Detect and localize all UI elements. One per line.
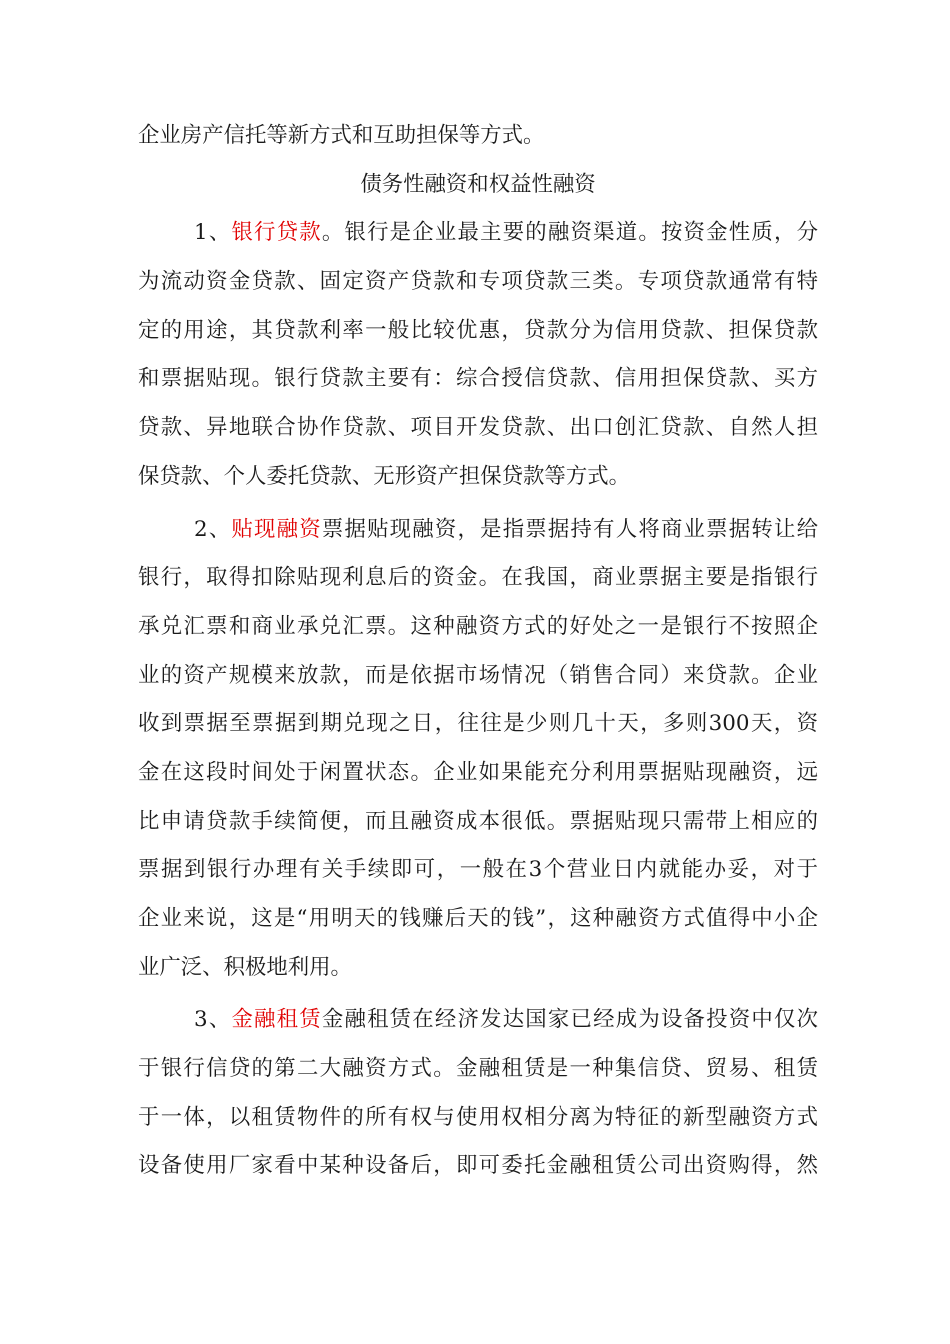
section3-line: 于一体，以租赁物件的所有权与使用权相分离为特征的新型融资方式 bbox=[138, 1104, 818, 1130]
section2-line: 收到票据至票据到期兑现之日，往往是少则几十天，多则300天，资 bbox=[138, 711, 818, 737]
section3-line: 于银行信贷的第二大融资方式。金融租赁是一种集信贷、贸易、租赁 bbox=[138, 1056, 818, 1082]
section3-number: 3、 bbox=[194, 1007, 232, 1033]
section2-line: 企业来说，这是“用明天的钱赚后天的钱”，这种融资方式值得中小企 bbox=[138, 906, 818, 931]
section1-first-line-text: 。银行是企业最主要的融资渠道。按资金性质，分 bbox=[321, 220, 818, 246]
section2-first-line bbox=[138, 506, 818, 555]
section1-line: 为流动资金贷款、固定资产贷款和专项贷款三类。专项贷款通常有特 bbox=[138, 269, 818, 295]
section1-first-line bbox=[138, 209, 818, 258]
section1-line: 贷款、异地联合协作贷款、项目开发贷款、出口创汇贷款、自然人担 bbox=[138, 415, 818, 441]
section1-line: 和票据贴现。银行贷款主要有：综合授信贷款、信用担保贷款、买方 bbox=[138, 366, 818, 392]
section2-line: 票据到银行办理有关手续即可，一般在3个营业日内就能办妥，对于 bbox=[138, 857, 818, 883]
section3-line: 设备使用厂家看中某种设备后，即可委托金融租赁公司出资购得，然 bbox=[138, 1153, 818, 1179]
section2-term: 贴现融资 bbox=[231, 516, 322, 542]
section2-first-line-text: 票据贴现融资，是指票据持有人将商业票据转让给 bbox=[321, 516, 818, 542]
section-heading: 债务性融资和权益性融资 bbox=[360, 171, 596, 197]
section2-line: 银行，取得扣除贴现利息后的资金。在我国，商业票据主要是指银行 bbox=[138, 565, 818, 591]
section2-line: 业广泛、积极地利用。 bbox=[138, 954, 352, 980]
section1-line: 定的用途，其贷款利率一般比较优惠，贷款分为信用贷款、担保贷款 bbox=[138, 317, 818, 343]
section3-first-line bbox=[138, 996, 818, 1045]
section3-first-line-text: 金融租赁在经济发达国家已经成为设备投资中仅次 bbox=[321, 1007, 818, 1033]
intro-line: 企业房产信托等新方式和互助担保等方式。 bbox=[138, 123, 545, 148]
section2-line: 金在这段时间处于闲置状态。企业如果能充分利用票据贴现融资，远 bbox=[138, 759, 818, 785]
section2-line: 业的资产规模来放款，而是依据市场情况（销售合同）来贷款。企业 bbox=[138, 662, 818, 688]
section3-term: 金融租赁 bbox=[231, 1007, 322, 1033]
section2-line: 承兑汇票和商业承兑汇票。这种融资方式的好处之一是银行不按照企 bbox=[138, 613, 818, 639]
section1-line: 保贷款、个人委托贷款、无形资产担保贷款等方式。 bbox=[138, 463, 630, 489]
section1-number: 1、 bbox=[194, 220, 232, 246]
document-body bbox=[138, 112, 818, 1191]
section2-line: 比申请贷款手续简便，而且融资成本很低。票据贴现只需带上相应的 bbox=[138, 808, 818, 834]
section1-term: 银行贷款 bbox=[231, 220, 322, 246]
section2-number: 2、 bbox=[194, 516, 232, 542]
